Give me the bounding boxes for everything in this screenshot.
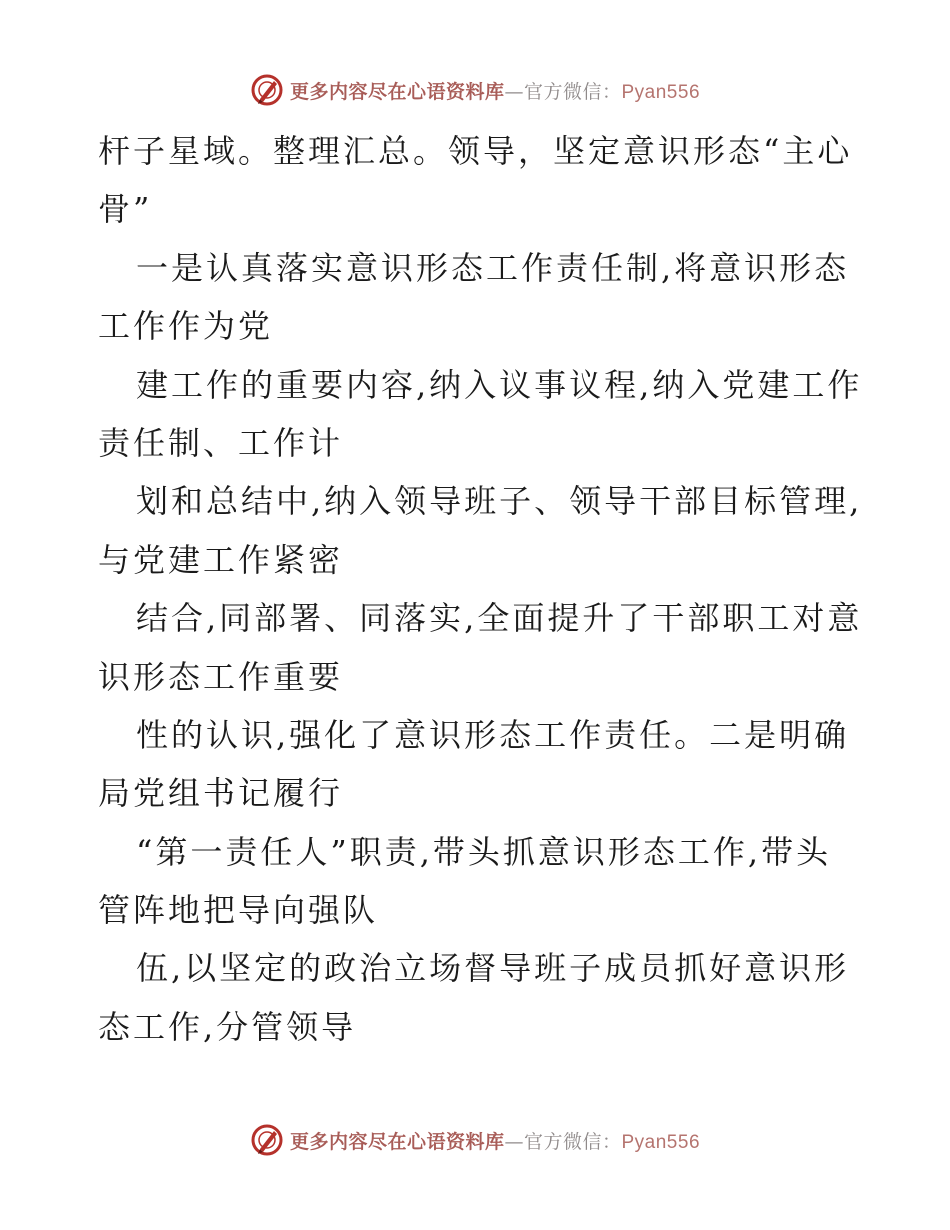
watermark-brand: 更多内容尽在心语资料库 (289, 1130, 505, 1153)
header-watermark (0, 70, 950, 110)
watermark-text (290, 1127, 700, 1154)
text-line: 管阵地把导向强队 (98, 891, 379, 930)
watermark-id: Pyan556 (621, 1131, 701, 1153)
watermark-dash: — (504, 80, 524, 103)
text-line: 一是认真落实意识形态工作责任制,将意识形态 (136, 248, 850, 287)
text-line: “第一责任人”职责,带头抓意识形态工作,带头 (136, 832, 832, 871)
document-body (98, 122, 863, 1056)
text-line: 责任制、工作计 (98, 423, 344, 462)
text-line: 态工作,分管领导 (98, 1007, 357, 1046)
pen-logo-icon (250, 73, 284, 107)
watermark-sub: 官方微信： (523, 80, 622, 103)
text-line: 杆子星域。整理汇总。领导，坚定意识形态“主心 (98, 132, 853, 170)
text-line: 伍,以坚定的政治立场督导班子成员抓好意识形 (136, 949, 850, 988)
text-line: 骨” (98, 190, 153, 229)
watermark-text (290, 77, 700, 104)
watermark-brand: 更多内容尽在心语资料库 (289, 80, 505, 103)
watermark-dash: — (504, 1130, 524, 1153)
watermark-sub: 官方微信： (523, 1130, 622, 1153)
text-line: 识形态工作重要 (98, 657, 344, 696)
text-line: 与党建工作紧密 (98, 540, 344, 579)
watermark-id: Pyan556 (621, 81, 701, 103)
footer-watermark (0, 1120, 950, 1160)
text-line: 结合,同部署、同落实,全面提升了干部职工对意 (136, 599, 863, 638)
text-line: 工作作为党 (98, 307, 274, 346)
text-line: 建工作的重要内容,纳入议事议程,纳入党建工作 (136, 365, 863, 404)
text-line: 划和总结中,纳入领导班子、领导干部目标管理, (136, 482, 863, 521)
pen-logo-icon (250, 1123, 284, 1157)
text-line: 局党组书记履行 (98, 774, 344, 813)
text-line: 性的认识,强化了意识形态工作责任。二是明确 (136, 715, 850, 754)
